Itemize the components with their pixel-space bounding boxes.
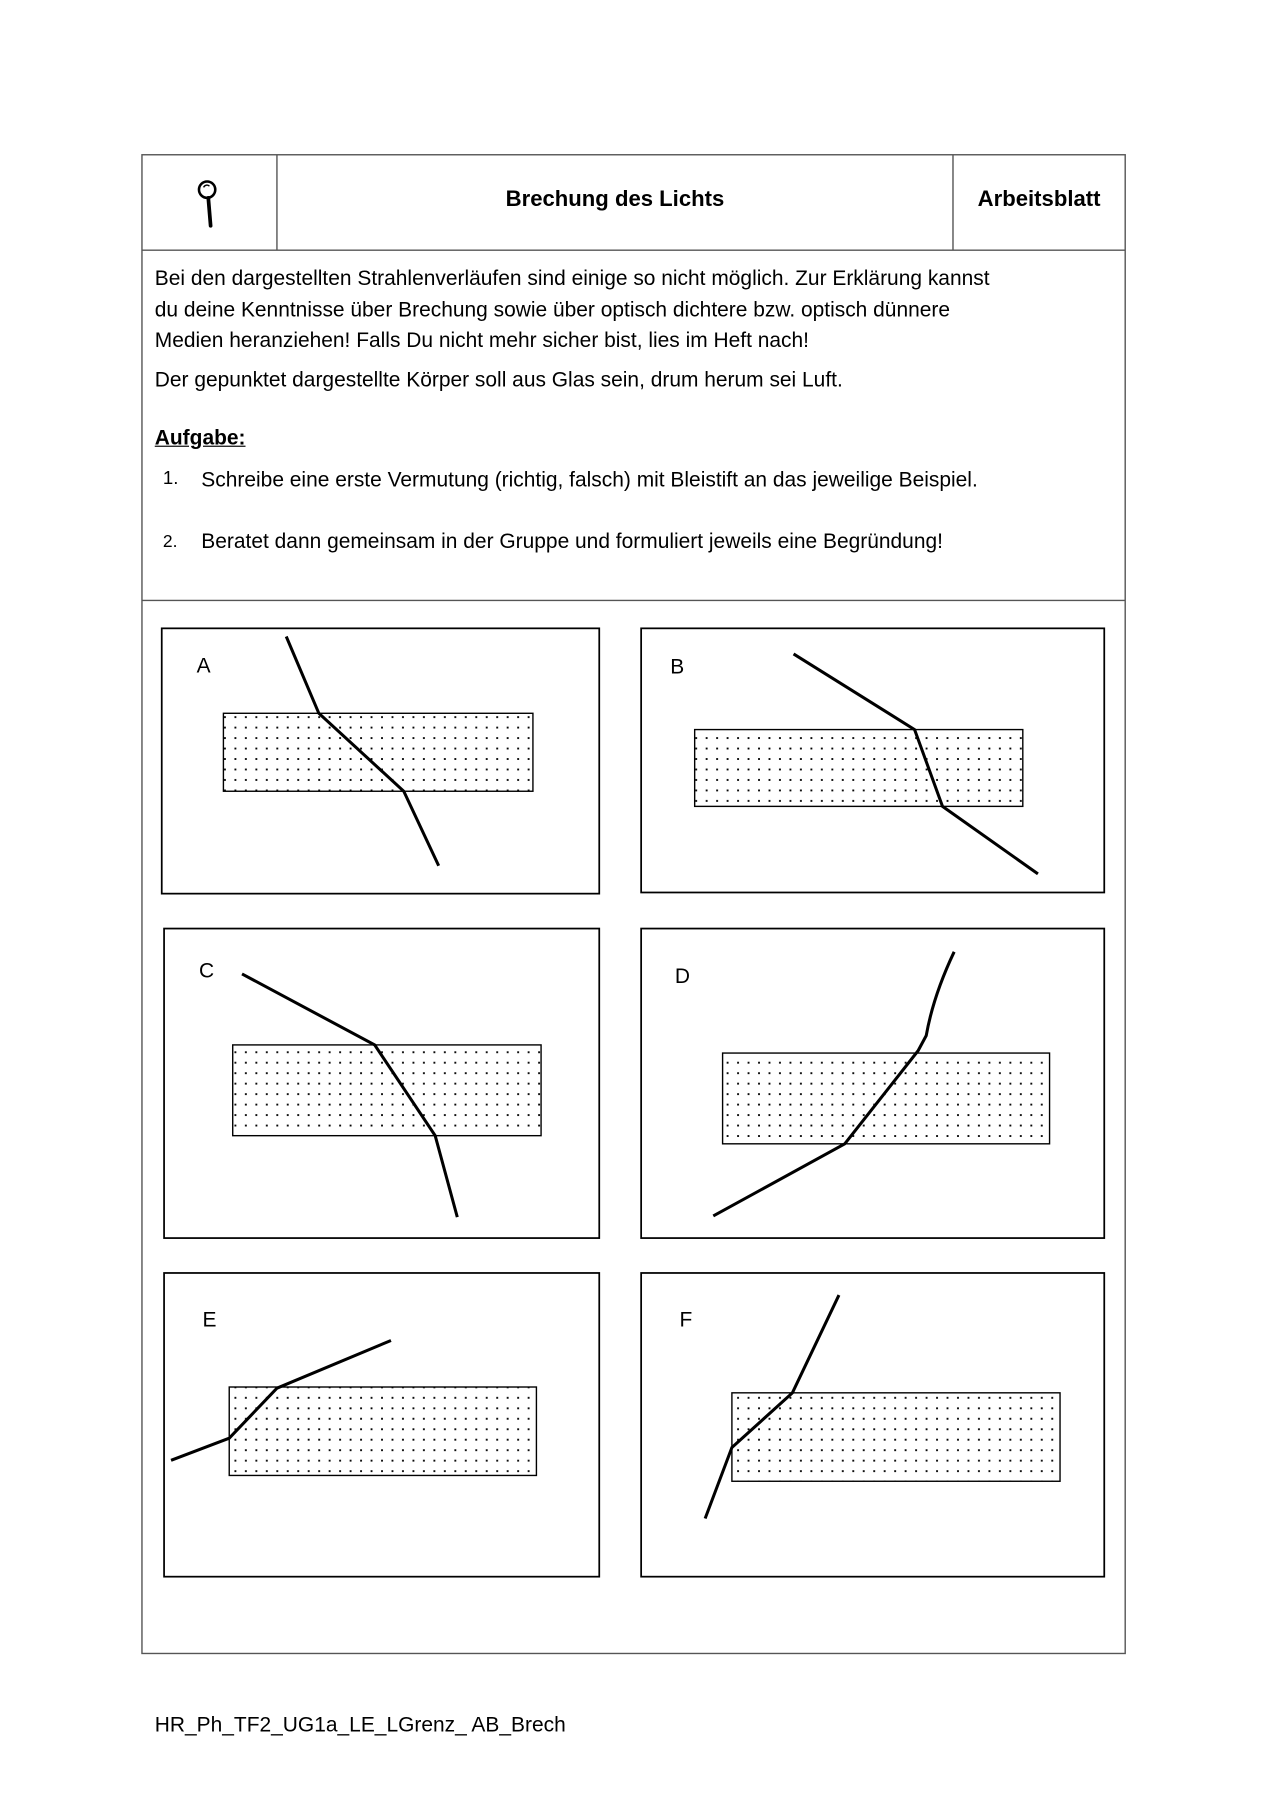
diagram-a-label: A: [196, 653, 211, 678]
diagram-f-label: F: [679, 1307, 693, 1332]
glass-block: [732, 1393, 1060, 1481]
task-1-number: 1.: [162, 468, 179, 489]
glass-block: [223, 713, 533, 791]
diagram-d: [641, 929, 1104, 1239]
diagram-b: [641, 628, 1104, 892]
diagram-e: [164, 1273, 599, 1577]
diagram-d-label: D: [674, 964, 691, 988]
intro-line-3: Medien heranziehen! Falls Du nicht mehr sicher bist, lies im Heft nach!: [154, 328, 809, 352]
task-1-text: Schreibe eine erste Vermutung (richtig, falsch) mit Bleistift an das jeweilige Beispiel.: [201, 467, 978, 492]
task-2-number: 2.: [162, 531, 178, 552]
intro-line-1: Bei den dargestellten Strahlenverläufen sind einige so nicht möglich. Zur Erklärung kannst: [154, 266, 990, 290]
glass-block: [233, 1045, 541, 1136]
diagram-e-label: E: [202, 1307, 217, 1332]
glass-block: [723, 1053, 1050, 1144]
glass-block: [695, 730, 1023, 807]
task-2-text: Beratet dann gemeinsam in der Gruppe und formuliert jeweils eine Begründung!: [201, 529, 943, 553]
diagram-f: [641, 1273, 1104, 1577]
glass-note: Der gepunktet dargestellte Körper soll aus Glas sein, drum herum sei Luft.: [154, 367, 843, 391]
diagram-c-label: C: [198, 958, 215, 983]
task-heading: Aufgabe:: [154, 425, 246, 450]
glass-block: [229, 1387, 536, 1475]
diagram-c: [164, 929, 599, 1239]
page-title: Brechung des Lichts: [505, 187, 725, 212]
magnifier-icon: [199, 182, 215, 226]
intro-line-2: du deine Kenntnisse über Brechung sowie über optisch dichtere bzw. optisch dünnere: [154, 297, 951, 322]
diagram-a: [162, 628, 600, 893]
document-type: Arbeitsblatt: [977, 187, 1101, 212]
diagram-b-label: B: [670, 655, 685, 679]
document-code-footer: HR_Ph_TF2_UG1a_LE_LGrenz_ AB_Brech: [154, 1712, 566, 1737]
